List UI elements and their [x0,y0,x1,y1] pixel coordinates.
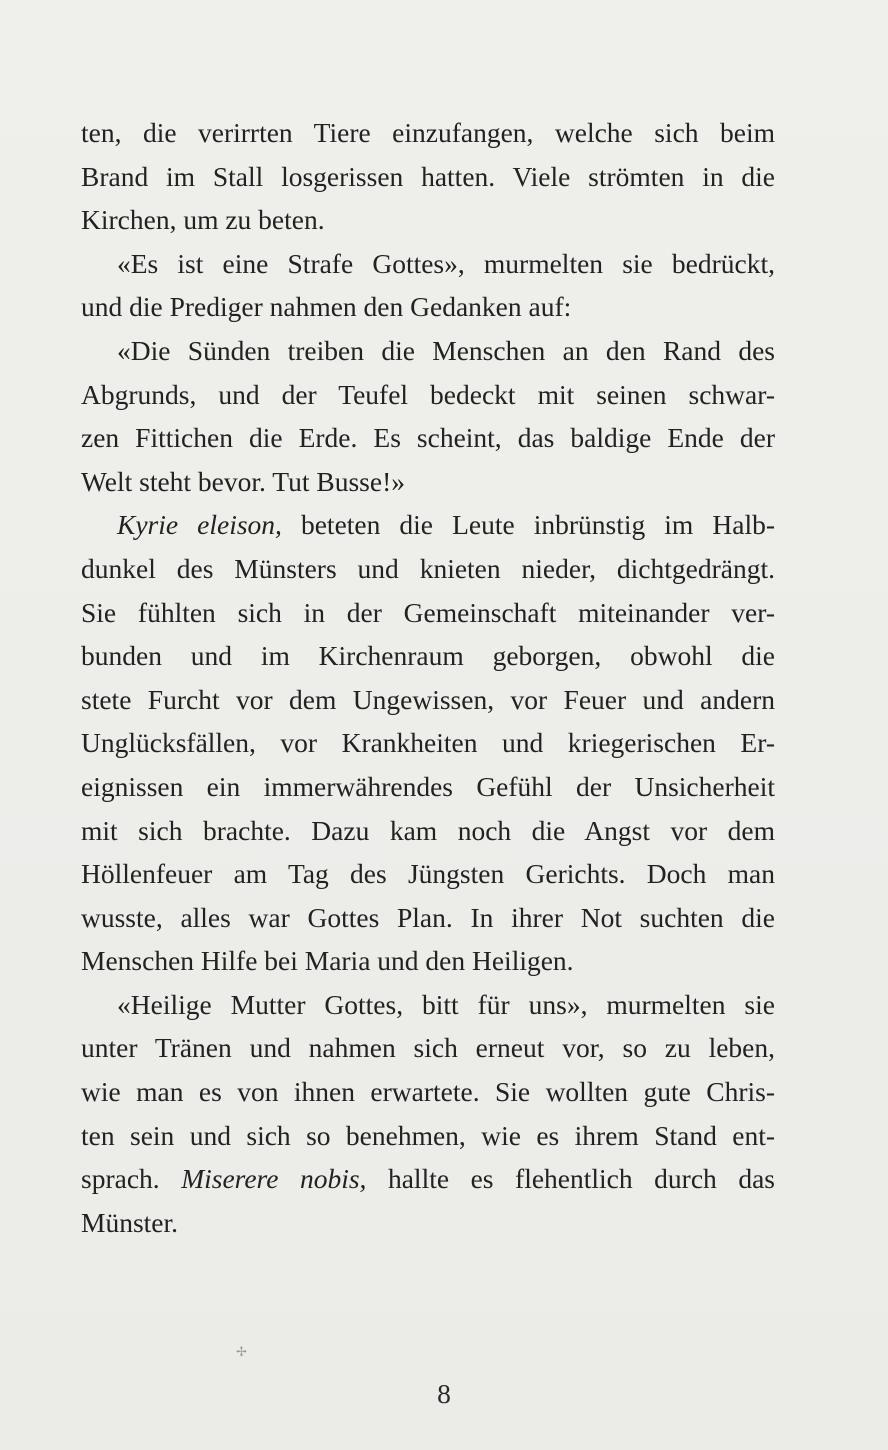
text-line: Münster. [81,1206,179,1238]
text-line: Brand im Stall losgerissen hatten. Viele strömten in die [81,160,775,192]
text-line: mit sich brachte. Dazu kam noch die Angst vor dem [81,814,775,846]
text-line: unter Tränen und nahmen sich erneut vor, so zu leben, [81,1032,775,1064]
text-line: wusste, alles war Gottes Plan. In ihrer Not suchten die [81,901,775,933]
text-line: Unglücksfällen, vor Krankheiten und kriegerischen Er- [81,727,775,759]
text-line: «Die Sünden treiben die Menschen an den Rand des [117,334,775,366]
body-text [81,111,775,1244]
text-line: ten, die verirrten Tiere einzufangen, welche sich beim [81,117,775,148]
text-line: stete Furcht vor dem Ungewissen, vor Feuer und andern [81,683,775,715]
text-line: wie man es von ihnen erwartete. Sie wollten gute Chris- [81,1076,775,1108]
text-line: zen Fittichen die Erde. Es scheint, das baldige Ende der [81,422,775,454]
text-line: dunkel des Münsters und knieten nieder, dichtgedrängt. [81,552,775,584]
ink-speck-icon: ✢ [236,1344,247,1359]
text-line [81,503,775,547]
text-line: Abgrunds, und der Teufel bedeckt mit seinen schwar- [81,378,775,410]
text-line: ten sein und sich so benehmen, wie es ihrem Stand ent- [81,1119,775,1151]
text-line: Menschen Hilfe bei Maria und den Heiligen. [81,945,574,977]
text-line: und die Prediger nahmen den Gedanken auf: [81,291,572,323]
text-line: bunden und im Kirchenraum geborgen, obwohl die [81,640,775,672]
italic-phrase: Miserere nobis, [181,1163,367,1195]
text-line [81,1157,775,1201]
text-line: eignissen ein immerwährendes Gefühl der Unsicherheit [81,770,775,802]
text-line: Kirchen, um zu beten. [81,204,325,236]
text-line: Welt steht bevor. Tut Busse!» [81,465,405,497]
text-run: sprach. [81,1163,182,1195]
text-line: Höllenfeuer am Tag des Jüngsten Gerichts. Doch man [81,858,775,890]
italic-phrase: Kyrie eleison, [117,509,282,541]
text-line: «Es ist eine Strafe Gottes», murmelten sie bedrückt, [117,247,775,279]
text-run: beteten die Leute inbrünstig im Halb- [281,509,775,541]
text-line: Sie fühlten sich in der Gemeinschaft miteinander ver- [81,596,775,628]
page-number: 8 [437,1378,451,1409]
text-line: «Heilige Mutter Gottes, bitt für uns», murmelten sie [117,988,775,1020]
text-run: hallte es flehentlich durch das [366,1163,775,1195]
